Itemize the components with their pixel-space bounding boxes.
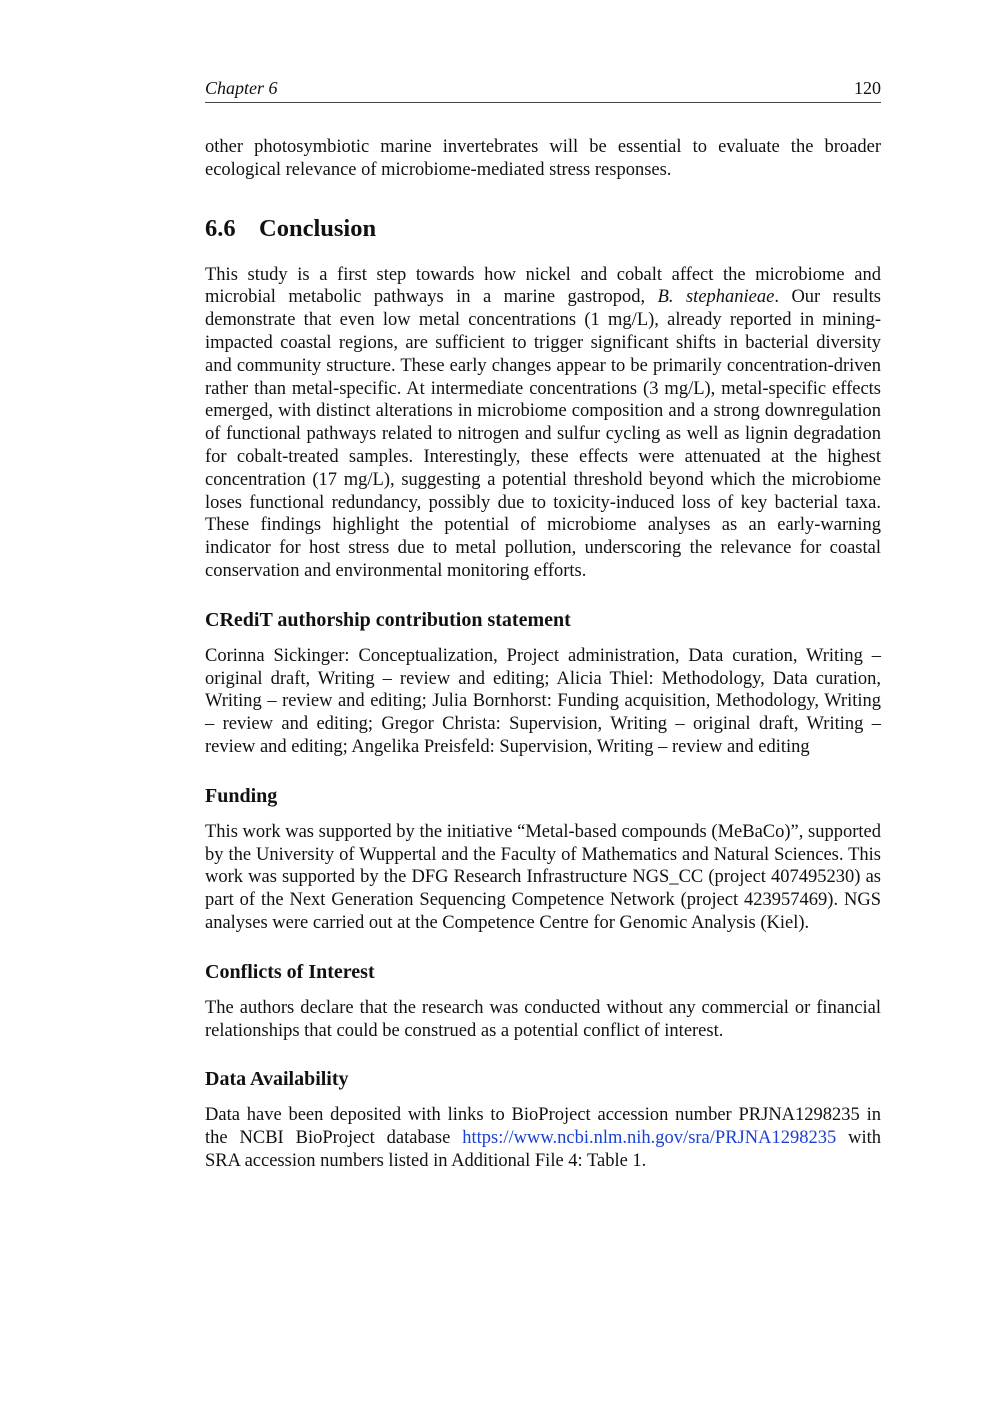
chapter-label: Chapter 6 [205,78,278,98]
conclusion-text-end: . Our results demonstrate that even low metal concentrations (1 mg/L), already reported in mining-impacted coastal regions, are sufficient to trigger significant shifts in bacterial diversity and community structure. These early changes appear to be primarily concentration-driven rather than metal-specific. At intermediate concentrations (3 mg/L), metal-specific effects emerged, with distinct alterations in microbiome composition and a strong downregulation of functional pathways related to nitrogen and sulfur cycling as well as lignin degradation for cobalt-treated samples. Interestingly, these effects were attenuated at the highest concentration (17 mg/L), suggesting a potential threshold beyond which the microbiome loses functional redundancy, possibly due to toxicity-induced loss of key bacterial taxa. These findings highlight the potential of microbiome analyses as an early-warning indicator for host stress due to metal pollution, underscoring the relevance for coastal conservation and environmental monitoring efforts. [205,287,881,581]
page-header [205,78,881,103]
funding-paragraph: This work was supported by the initiative “Metal-based compounds (MeBaCo)”, supported by the University of Wuppertal and the Faculty of Mathematics and Natural Sciences. This work was supported by the DFG Research Infrastructure NGS_CC (project 407495230) as part of the Next Generation Sequencing Competence Network (project 423957469). NGS analyses were carried out at the Competence Centre for Genomic Analysis (Kiel). [205,821,881,933]
data-availability-text-end: with SRA accession numbers listed in Additional File 4: Table 1. [205,1128,881,1171]
section-title: Conclusion [259,214,377,242]
page-content [205,136,881,1173]
data-availability-text-start: Data have been deposited with links to BioProject accession number PRJNA1298235 in the NCBI BioProject database [205,1105,881,1149]
funding-heading: Funding [205,784,278,807]
conflicts-paragraph: The authors declare that the research was conducted without any commercial or financial relationships that could be construed as a potential conflict of interest. [205,997,881,1041]
data-availability-paragraph [205,1104,881,1172]
credit-heading: CRediT authorship contribution statement [205,608,571,631]
ncbi-bioproject-link[interactable]: https://www.ncbi.nlm.nih.gov/sra/PRJNA1298235 [462,1128,837,1149]
data-availability-heading: Data Availability [205,1068,349,1091]
section-heading [205,214,881,244]
species-name: B. stephanieae [657,287,775,308]
page-number: 120 [854,78,881,98]
conclusion-paragraph [205,264,881,583]
conclusion-text-start: This study is a first step towards how nickel and cobalt affect the microbiome and microbial metabolic pathways in a marine gastropod, [205,264,881,308]
credit-paragraph: Corinna Sickinger: Conceptualization, Project administration, Data curation, Writing – original draft, Writing – review and editing; Alicia Thiel: Methodology, Data curation, Writing – review and editing; Julia Bornhorst: Funding acquisition, Methodology, Writing – review and editing; Gregor Christa: Supervision, Writing – original draft, Writing – review and editing; Angelika Preisfeld: Supervision, Writing – review and editing [205,645,881,757]
intro-paragraph: other photosymbiotic marine invertebrates will be essential to evaluate the broader ecological relevance of microbiome-mediated stress responses. [205,137,881,180]
conflicts-heading: Conflicts of Interest [205,960,375,983]
section-number: 6.6 [205,214,236,242]
